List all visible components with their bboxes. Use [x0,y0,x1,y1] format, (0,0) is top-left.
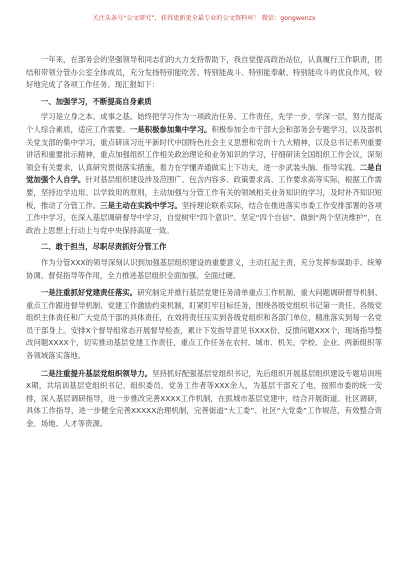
paragraph-text: 研究制定并推行基层党建任务清单重点工作机制、重大问题调研督导机制、重点工作跟进督导机制、党建工作激励约束机制，盯紧盯牢目标任务，围绕各级党组织书记第一责任、各级党组织主体责任和广大党员干部的具体责任，在效将责任压实到各级党组织和各部门单位，精准落实到每一名党员干部身上。安排X个督导组常态开展督导检查，累计下发指导意见书XXX份、反馈问题XXX个，现场指导整改问题XXXX个，切实推动基层党建工作责任，重点工作任务在农村、城市、机关、学校、企业、两新组织等各领域落实落地。 [26,288,382,361]
paragraph-text: 坚持抓好配强基层党组织书记，先后组织开展基层组织建设专题培训班X期，共培训基层党组织书记、组织委员、党务工作者等XXX余人，为基层干部充了电，按照市委的统一安排，深入基层调研指导，进一步推改完善XXXX工作机制，在抓城市基层党建中，结合开展街道、社区调研，具体工作指导，进一步健全完善XXXXX治理机制，完善街道“大工委”、社区“大党委”工作规范，有效整合资金、场地、人才等资源。 [26,368,382,429]
section-heading-2: 二、敢于担当，尽职尽责抓好分管工作 [40,242,167,252]
leadership-paragraph [26,368,382,431]
paragraph-text: 坚持理论联系实际，结合在推进落实市委工作安排部署的各项工作中学习，在深入基层调研督导中学习，自觉树牢“四个意识”、坚定“四个自信”、做到“两个坚决维护”，在政治上思想上行动上与党中央保持高度一致。 [26,200,382,235]
paragraph-text: 学习是立身之本、成事之基。始终把学习作为一项政治任务、工作责任，先学一步、学深一层，努力提高个人综合素质，适应工作需要。 [26,112,382,134]
study-paragraph [26,111,382,237]
point-heading: 二是自觉加强个人自学。 [26,162,382,185]
paragraph-text: 积极参加全市干部大会和部务会专题学习，以及部机关党支部的集中学习，重点研读习近平新时代中国特色社会主义思想和党的十九大精神，以及总书记系列重要讲话和重要批示精神，重点加强组织工作相关政治理论和业务知识的学习，仔细研读全国组织工作会议，深刻领会有关要求，认真研究贯彻落实措施，着力在学懂弄通做实上下功夫，进一步武装头脑、指导实践。 [26,124,382,172]
intro-paragraph: 一年来，在部务会的坚强领导和同志们的大力支持帮助下，我自觉提高政治站位，认真履行工作职责，团结和带领分管办公室全体成员，充分发扬特别能吃苦、特别能战斗、特别能奉献、特别能攻斗的优良作风，较好地完成了各项工作任务。现汇报如下： [26,55,382,90]
point-heading: 一是积极参加集中学习。 [129,124,212,134]
promo-banner[interactable]: 关注头条号“公文研究”，获得更新更全最专业的公文资料库！ 微信：gongwenzx [92,15,316,22]
section-heading-1: 一、加强学习，不断提高自身素质 [40,96,152,106]
point-heading: 三是主动在实践中学习。 [100,200,182,210]
point-heading: 二是注重提升基层党组织领导力。 [40,368,153,378]
document-body [26,54,382,431]
duty-paragraph: 作为分管XXX的领导深刻认识到加强基层组织建设的重要意义，主动扛起主责，充分发挥参谋助手、统筹协调、督促指导等作用，全力推进基层组织全面加强、全面过硬。 [26,257,382,280]
responsibility-paragraph [26,287,382,363]
paragraph-text: 针对基层组织建设涉及范围广、包含内容多、政策要求高、工作要求高等实际，根据工作需要，坚持边学边用、以学致用的原则，主动加强与分管工作有关的领域相关业务知识的学习，及时补齐知识短板，推动了分管工作。 [26,175,382,210]
point-heading: 一是注重抓好党建责任落实。 [40,288,138,298]
